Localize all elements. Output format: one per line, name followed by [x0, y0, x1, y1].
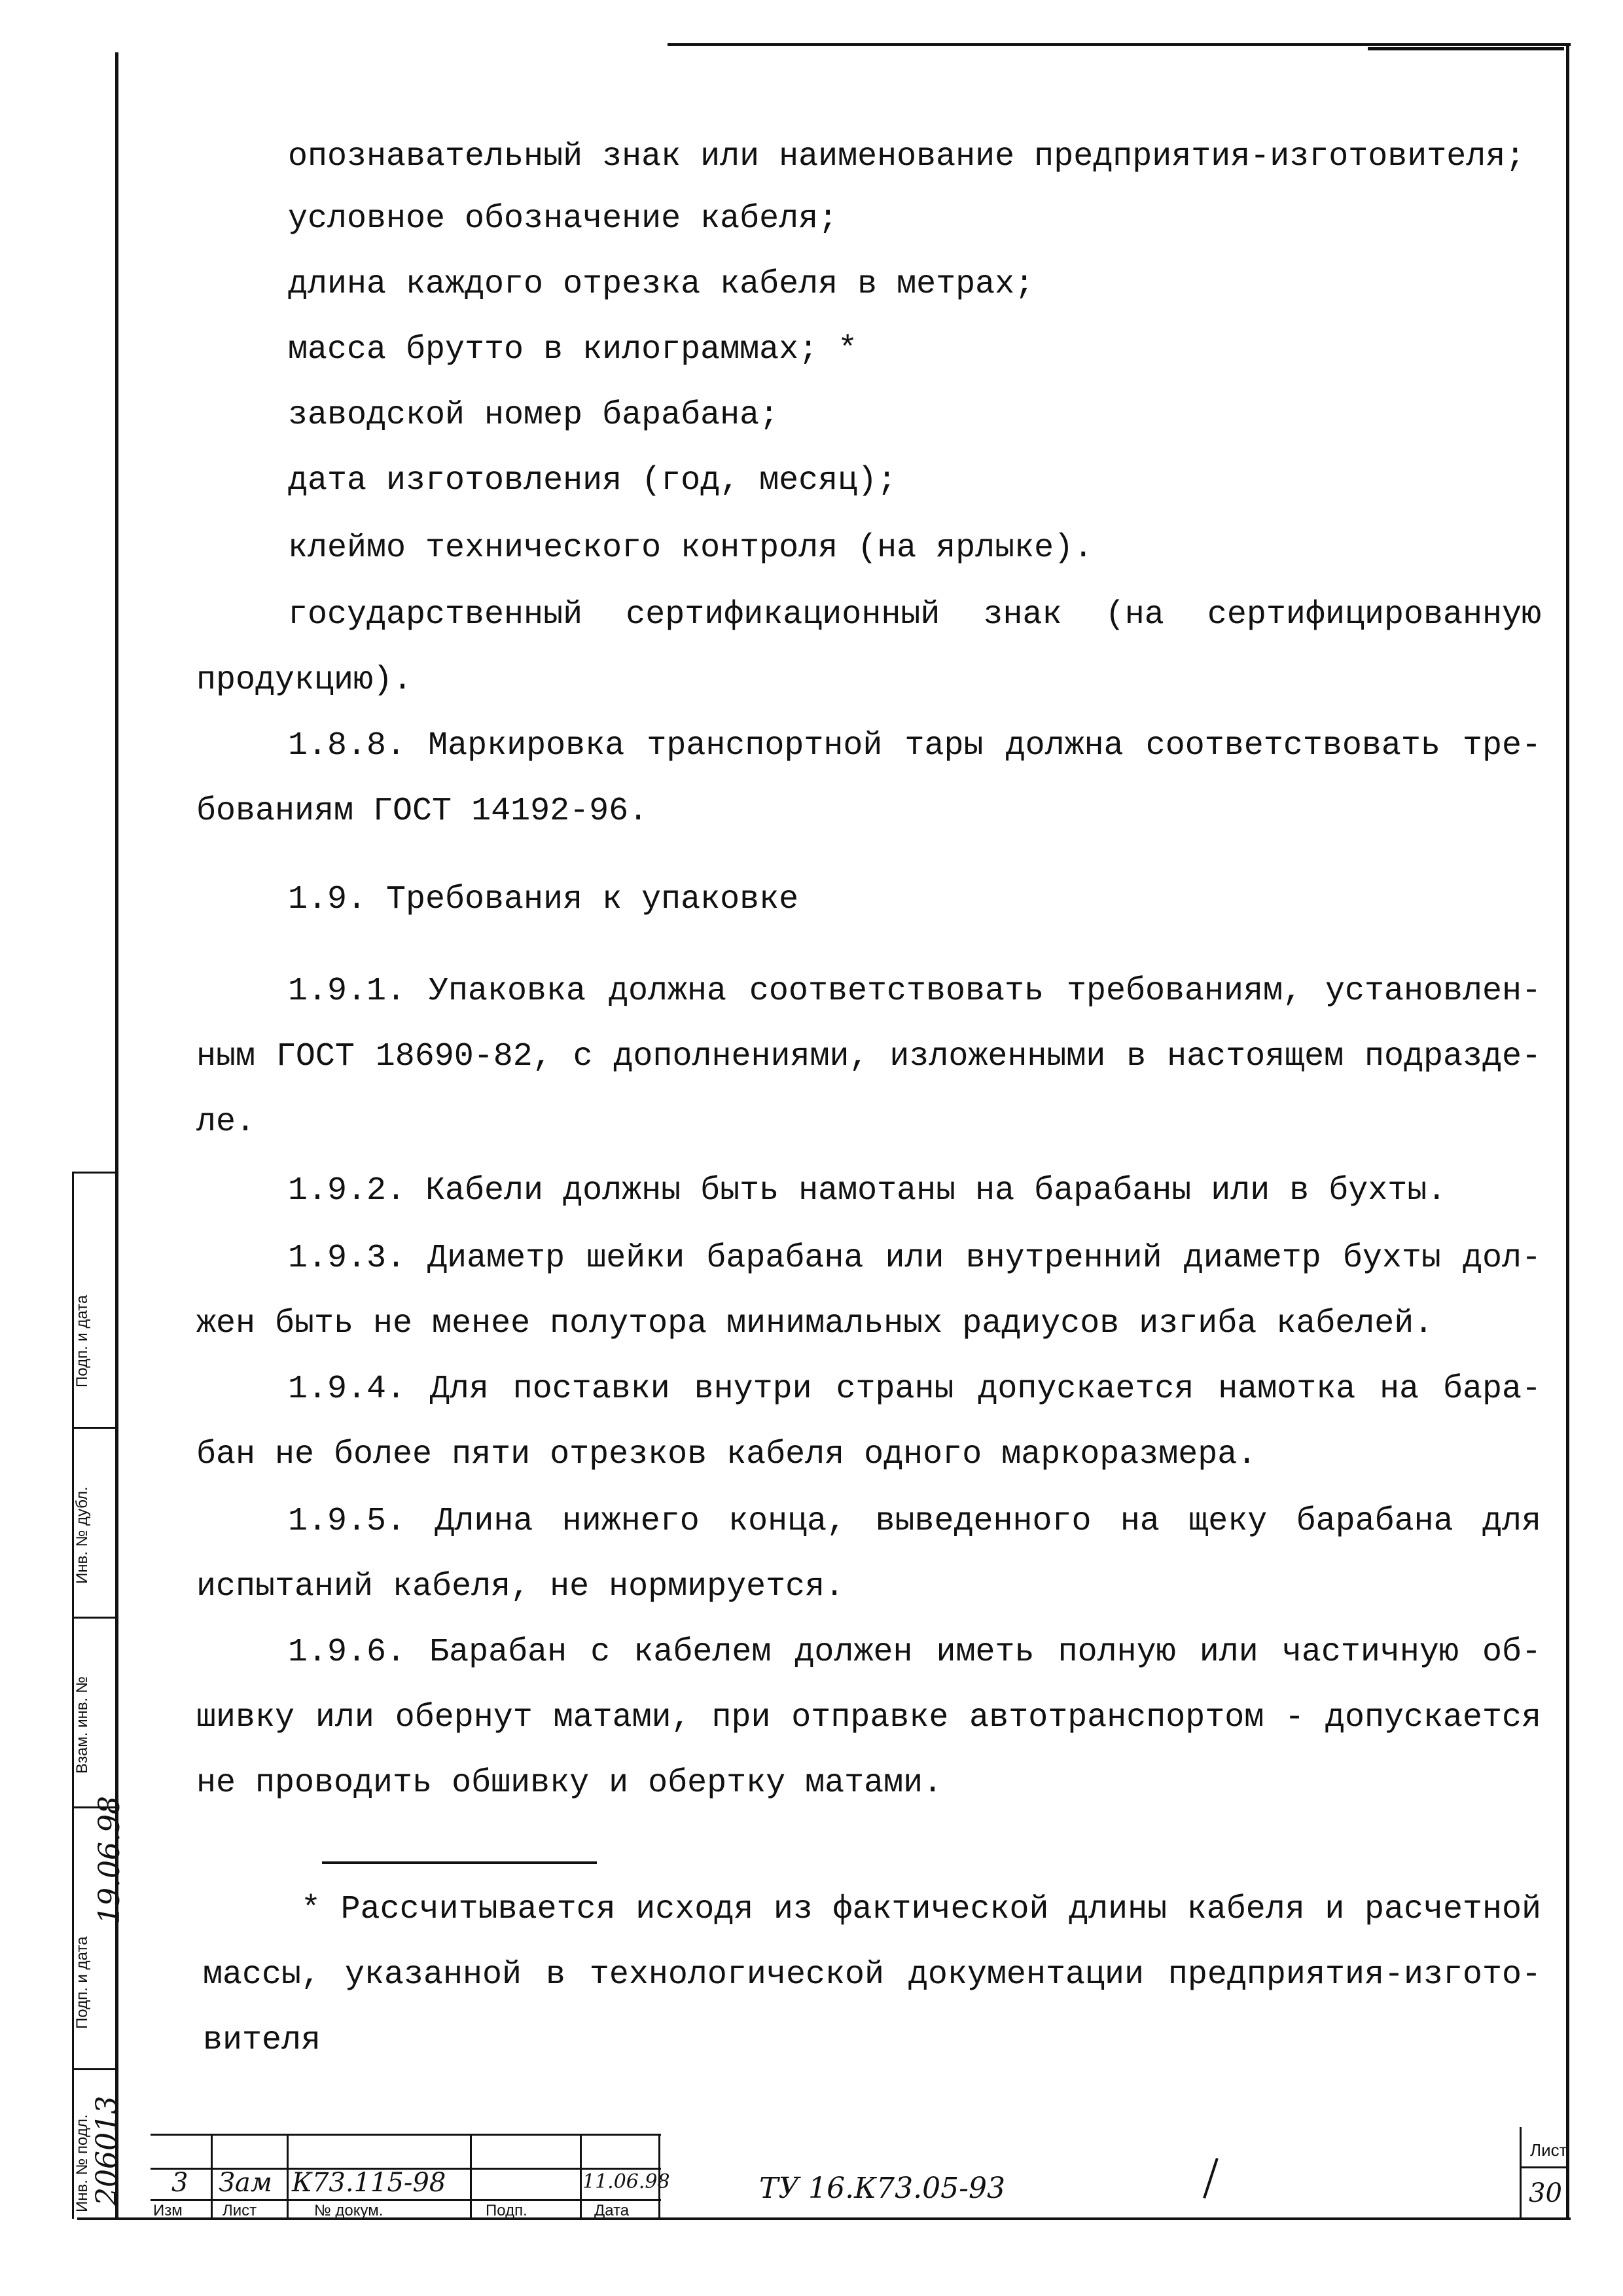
title-block-line — [151, 2134, 661, 2136]
footnote-line: * Рассчитывается исходя из фактической длины кабеля и расчетной — [301, 1891, 1541, 1928]
body-line: бан не более пяти отрезков кабеля одного маркоразмера. — [196, 1436, 1257, 1473]
body-line: 1.9.4. Для поставки внутри страны допускается намотка на бара- — [288, 1371, 1541, 1408]
side-label-sign-date: Подп. и дата — [73, 1295, 91, 1388]
stamp-sheet-value: Зам — [219, 2168, 272, 2198]
body-line: 1.9.5. Длина нижнего конца, выведенного на щеку барабана для — [288, 1503, 1541, 1540]
body-line: ле. — [196, 1103, 256, 1141]
frame-right-border — [1566, 46, 1569, 2219]
side-label-original-no: Инв. № подл. — [73, 2114, 91, 2212]
body-line: 1.9.2. Кабели должны быть намотаны на барабаны или в бухты. — [288, 1172, 1447, 1210]
stamp-caption-document: № докум. — [314, 2202, 383, 2219]
sheet-number: 30 — [1529, 2178, 1562, 2208]
body-line: клеймо технического контроля (на ярлыке). — [288, 529, 1094, 567]
stamp-caption-signature: Подп. — [486, 2202, 527, 2219]
body-line: продукцию). — [196, 662, 413, 699]
stamp-caption-sheet: Лист — [223, 2202, 257, 2219]
body-line: дата изготовления (год, месяц); — [288, 462, 897, 499]
body-line: длина каждого отрезка кабеля в метрах; — [288, 266, 1035, 303]
body-line: масса брутто в килограммах; * — [288, 331, 858, 368]
side-handwritten-inv-no: 206013 — [90, 2096, 124, 2206]
frame-bottom-border — [77, 2217, 1571, 2220]
body-line: 1.9.6. Барабан с кабелем должен иметь полную или частичную об- — [288, 1634, 1541, 1671]
stamp-date-value: 11.06.98 — [582, 2170, 670, 2193]
title-block-line — [470, 2134, 472, 2217]
body-line: государственный сертификационный знак (на сертифицированную — [288, 596, 1541, 634]
side-stamp-divider — [72, 1617, 118, 1619]
section-heading: 1.9. Требования к упаковке — [288, 881, 799, 918]
body-line: бованиям ГОСТ 14192-96. — [196, 793, 649, 830]
body-line: 1.9.1. Упаковка должна соответствовать требованиям, установлен- — [288, 973, 1541, 1010]
body-line: жен быть не менее полутора минимальных радиусов изгиба кабелей. — [196, 1305, 1434, 1342]
side-handwritten-date: 19.06.98 — [93, 1796, 126, 1924]
body-line: 1.9.3. Диаметр шейки барабана или внутренний диаметр бухты дол- — [288, 1240, 1541, 1277]
body-line: испытаний кабеля, не нормируется. — [196, 1568, 845, 1605]
stamp-caption-date: Дата — [594, 2202, 630, 2219]
body-line: заводской номер барабана; — [288, 397, 779, 434]
stamp-change-number: 3 — [171, 2168, 188, 2198]
title-block-line — [1520, 2127, 1522, 2217]
body-line: ным ГОСТ 18690-82, с дополнениями, изложенными в настоящем подразде- — [196, 1038, 1541, 1075]
title-block-line — [1520, 2166, 1568, 2168]
side-label-sign-date-2: Подп. и дата — [73, 1936, 91, 2029]
title-block-line — [151, 2199, 661, 2201]
body-line: опознавательный знак или наименование предприятия-изготовителя; — [288, 138, 1525, 175]
body-line: условное обозначение кабеля; — [288, 200, 838, 238]
document-code: ТУ 16.К73.05-93 — [759, 2172, 1005, 2205]
frame-top-border-right — [1368, 47, 1564, 50]
slash-mark — [1203, 2158, 1219, 2198]
body-line: 1.8.8. Маркировка транспортной тары должна соответствовать тре- — [288, 727, 1541, 764]
title-block-line — [580, 2134, 582, 2217]
footnote-line: массы, указанной в технологической документации предприятия-изгото- — [203, 1956, 1541, 1994]
title-block-line — [287, 2134, 289, 2217]
stamp-caption-change: Изм — [153, 2202, 183, 2219]
stamp-document-number: К73.115-98 — [292, 2168, 446, 2198]
side-label-replace-no: Взам. инв. № — [73, 1676, 91, 1774]
body-line: шивку или обернут матами, при отправке автотранспортом - допускается — [196, 1699, 1541, 1736]
footnote-separator — [322, 1861, 597, 1864]
sheet-label: Лист — [1530, 2140, 1567, 2160]
title-block-line — [211, 2134, 213, 2217]
footnote-line: вителя — [203, 2022, 321, 2059]
side-label-dup-no: Инв. № дубл. — [73, 1486, 91, 1584]
side-stamp-divider — [72, 1172, 118, 1174]
frame-top-border — [668, 43, 1571, 46]
side-stamp-divider — [72, 1427, 118, 1429]
body-line: не проводить обшивку и обертку матами. — [196, 1765, 943, 1802]
side-stamp-divider — [72, 2068, 118, 2070]
